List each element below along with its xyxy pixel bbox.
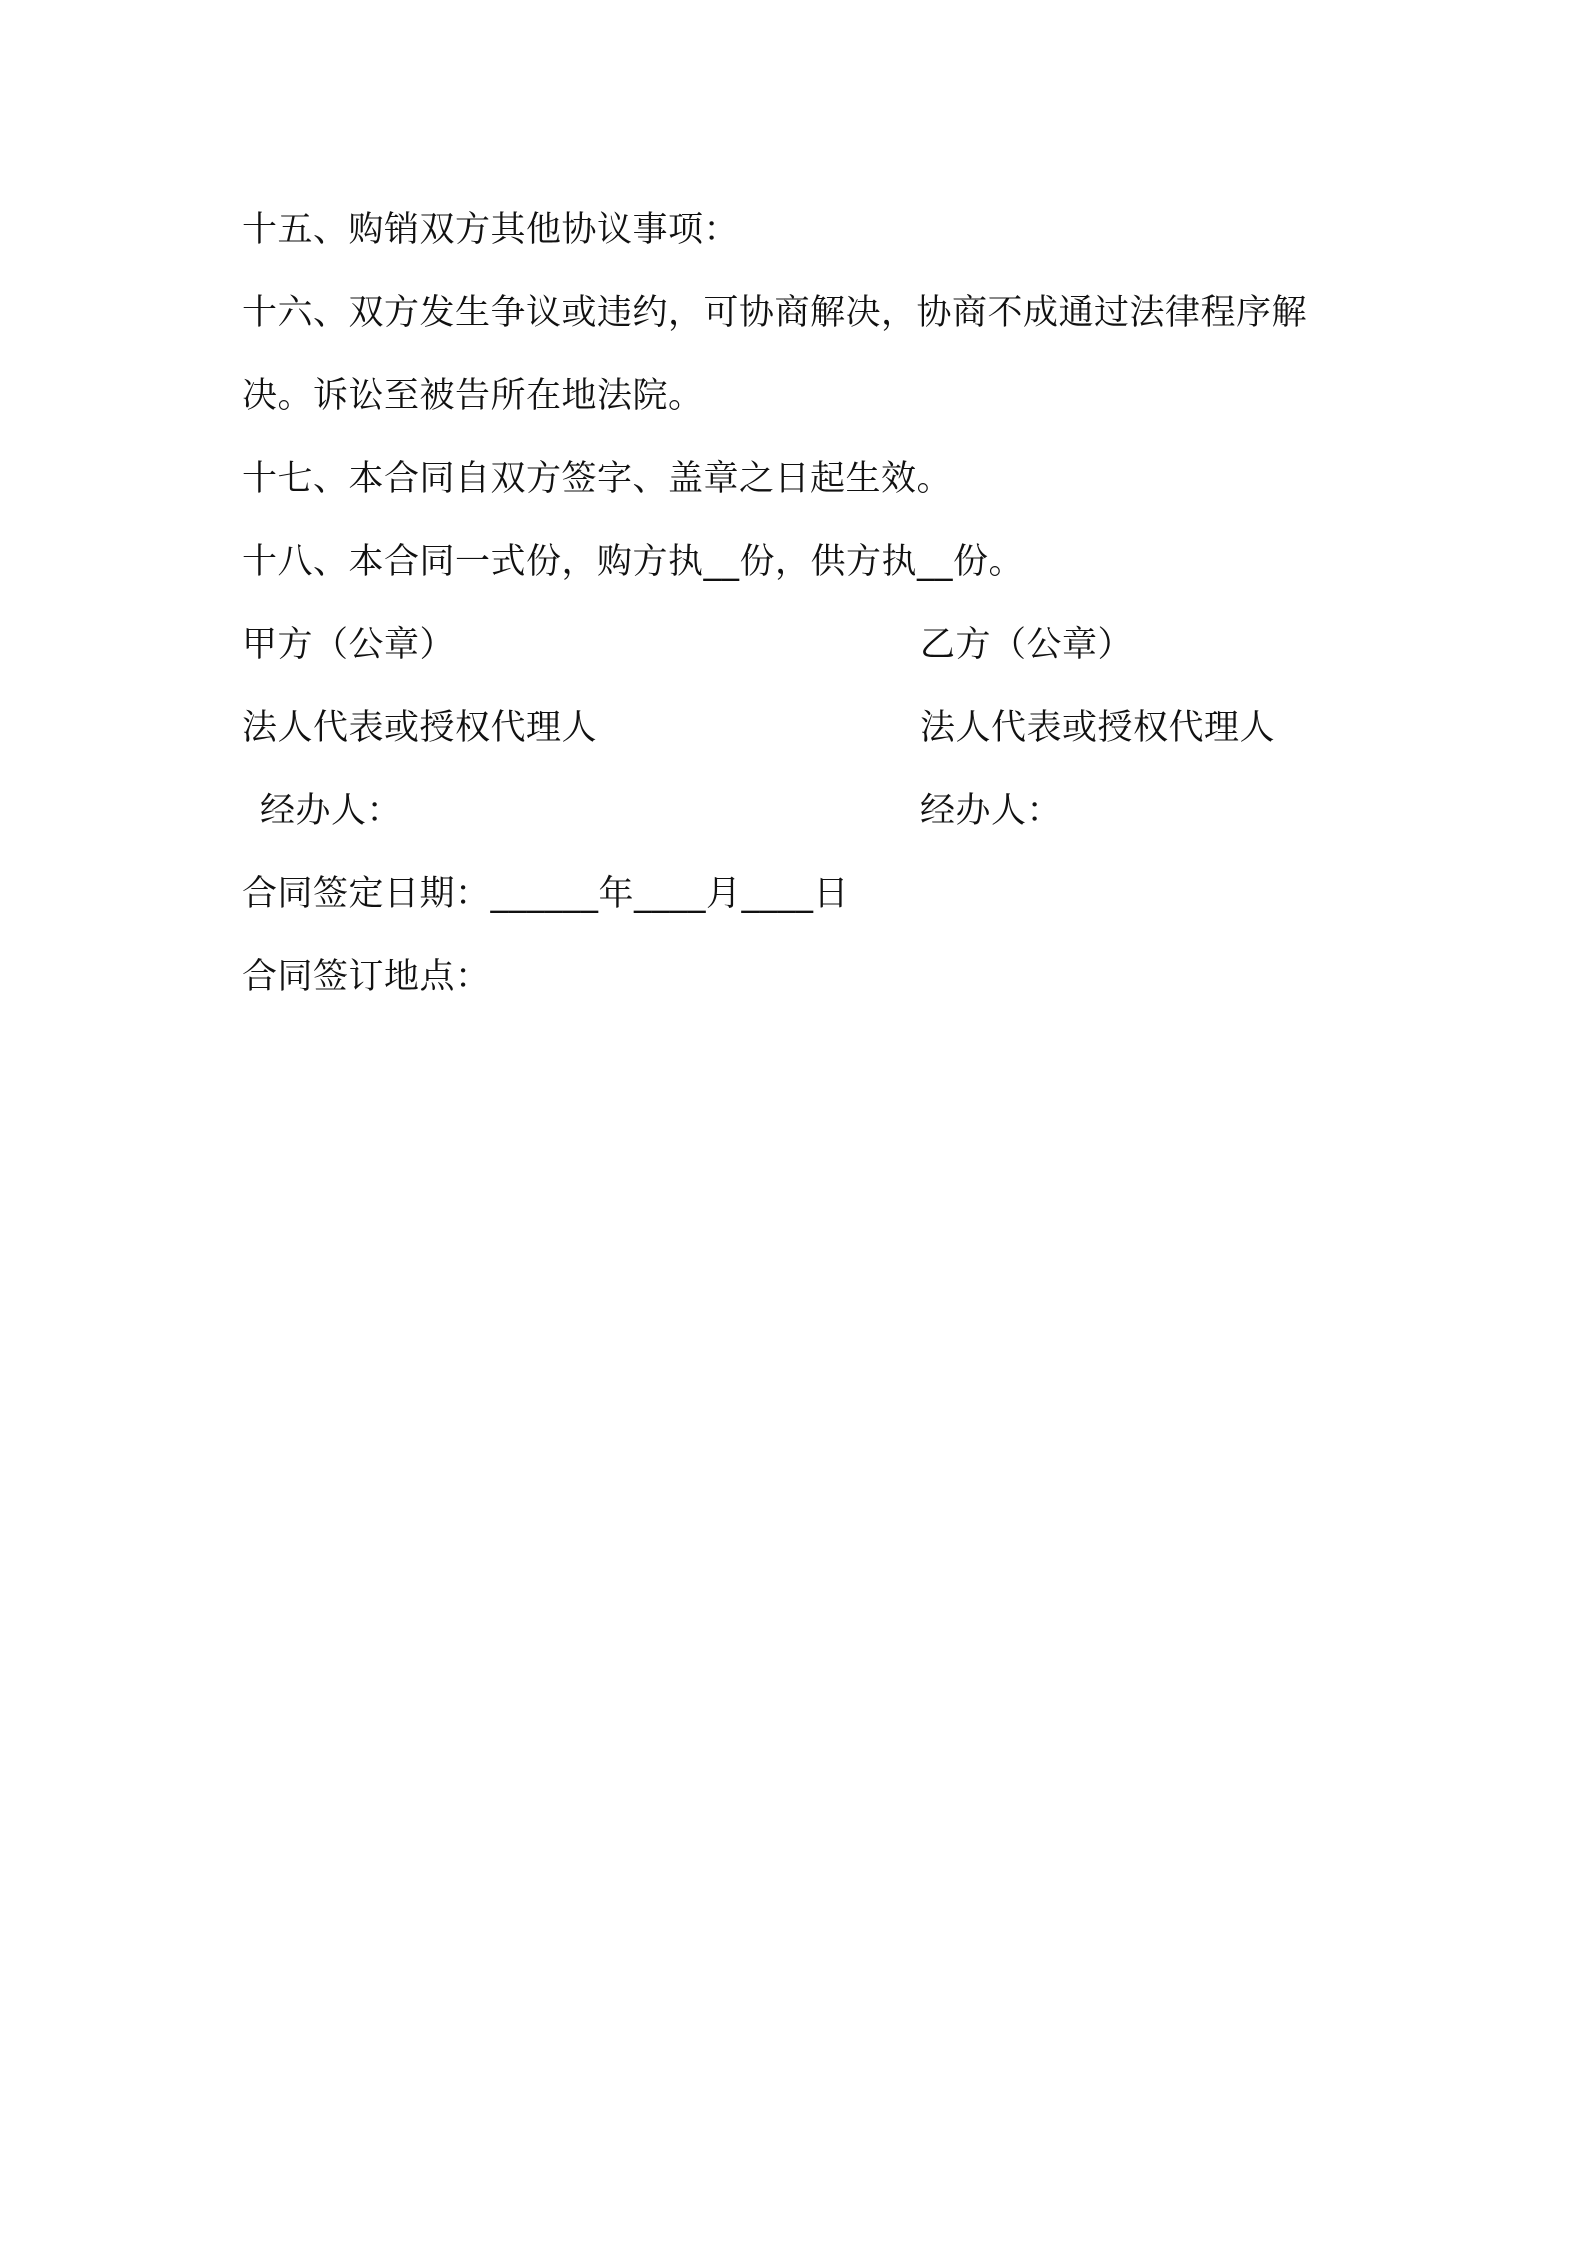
party-b-seal: 乙方（公章） <box>920 625 1134 665</box>
clause-17: 十七、本合同自双方签字、盖章之日起生效。 <box>242 459 953 499</box>
signing-date: 合同签定日期：______年____月____日 <box>242 874 850 914</box>
clause-15: 十五、购销双方其他协议事项： <box>242 210 740 250</box>
party-a-seal: 甲方（公章） <box>242 625 456 665</box>
party-b-handler: 经办人： <box>920 791 1063 831</box>
party-a-representative: 法人代表或授权代理人 <box>242 708 598 748</box>
clause-18: 十八、本合同一式份，购方执__份，供方执__份。 <box>242 542 1025 582</box>
clause-16-line-2: 决。诉讼至被告所在地法院。 <box>242 376 704 416</box>
clause-16-line-1: 十六、双方发生争议或违约，可协商解决，协商不成通过法律程序解 <box>242 293 1308 333</box>
party-a-handler: 经办人： <box>260 791 403 831</box>
party-b-representative: 法人代表或授权代理人 <box>920 708 1276 748</box>
signing-place: 合同签订地点： <box>242 957 491 997</box>
